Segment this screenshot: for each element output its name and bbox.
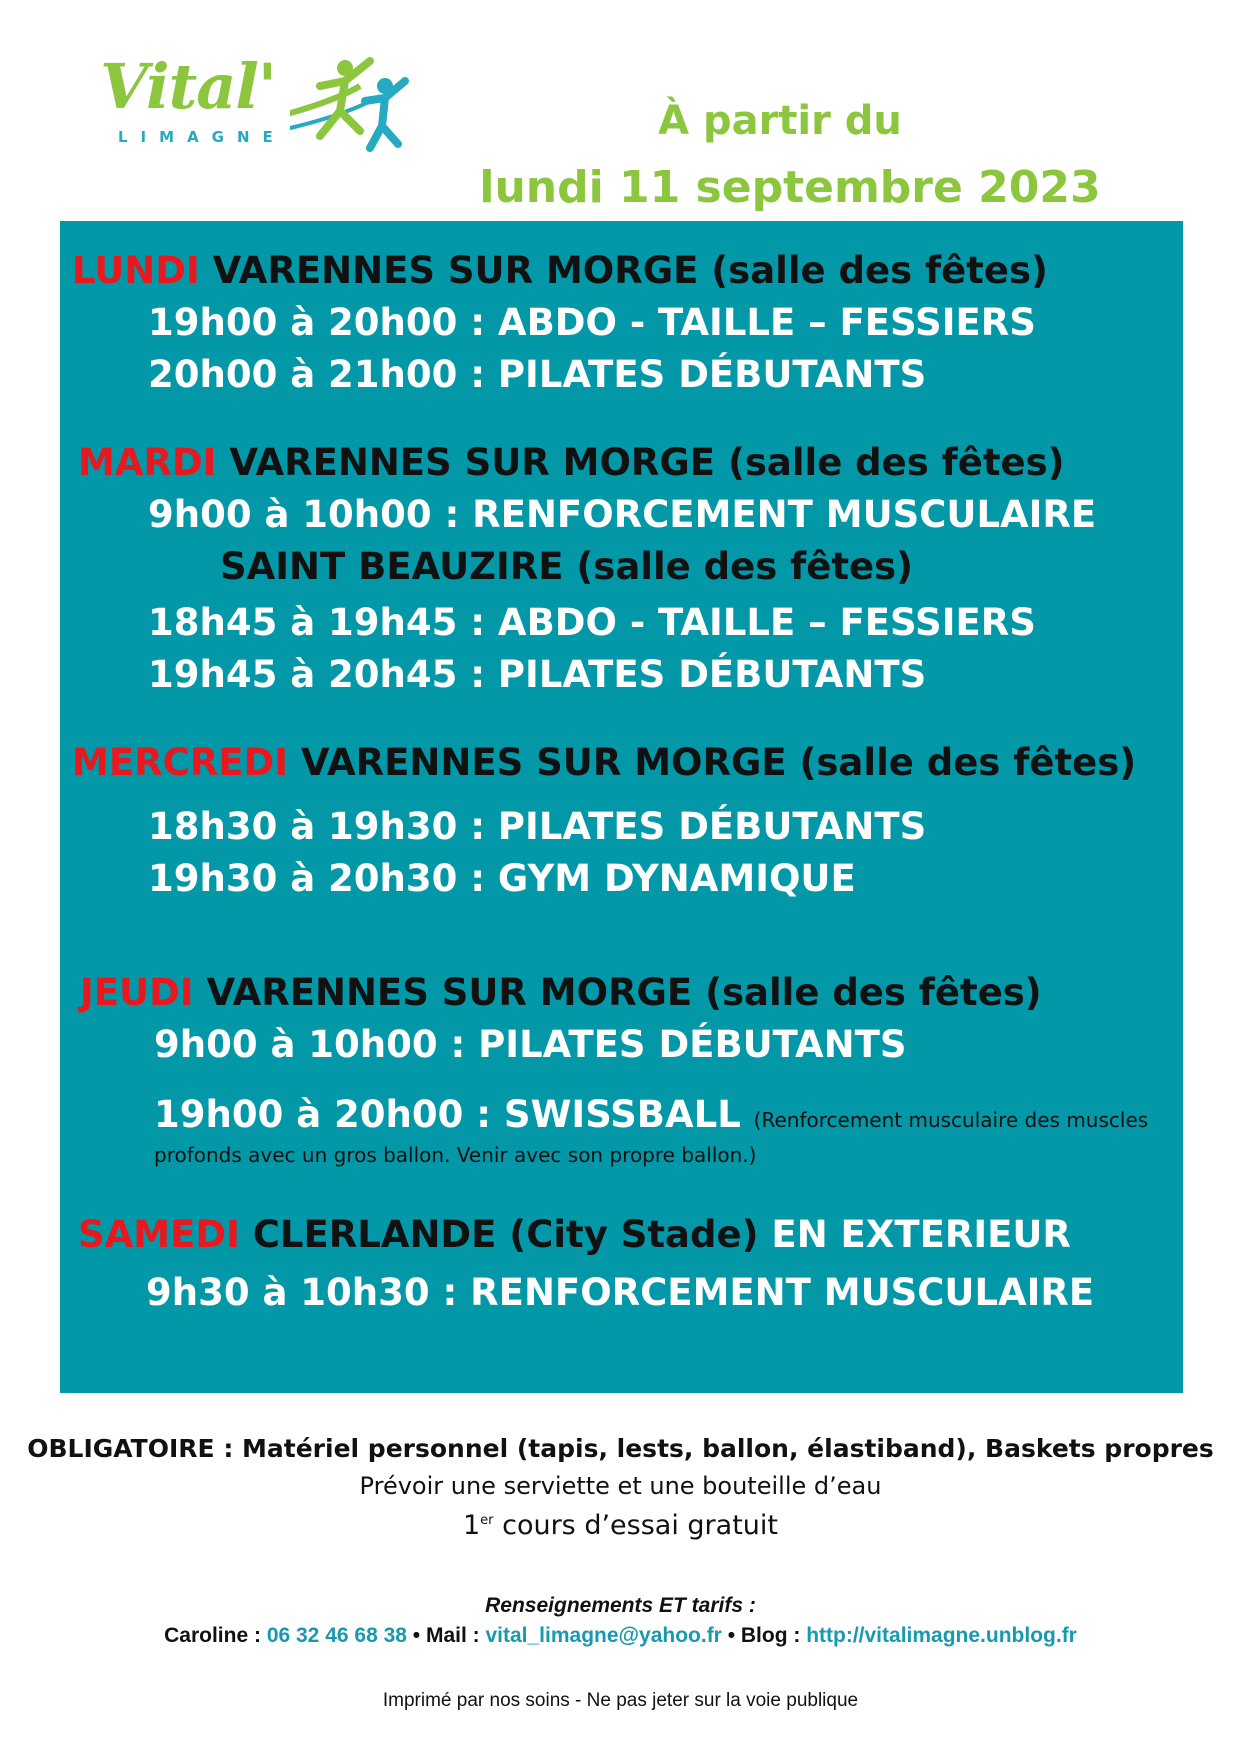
venue: CLERLANDE (City Stade) bbox=[252, 1213, 759, 1256]
day-label: JEUDI bbox=[80, 971, 194, 1014]
outdoor-label: EN EXTERIEUR bbox=[771, 1213, 1071, 1256]
monday-heading bbox=[72, 249, 1048, 292]
dancers-icon bbox=[290, 56, 410, 156]
blog-link[interactable]: http://vitalimagne.unblog.fr bbox=[806, 1624, 1077, 1647]
printed-notice: Imprimé par nos soins - Ne pas jeter sur la voie publique bbox=[382, 1690, 859, 1711]
session: 19h00 à 20h00 : SWISSBALL bbox=[154, 1093, 741, 1136]
thursday-heading bbox=[80, 971, 1042, 1014]
email-link[interactable]: vital_limagne@yahoo.fr bbox=[485, 1624, 722, 1647]
session-note-continued: profonds avec un gros ballon. Venir avec son propre ballon.) bbox=[154, 1143, 757, 1167]
mandatory-equipment: OBLIGATOIRE : Matériel personnel (tapis, lests, ballon, élastiband), Baskets propres bbox=[27, 1434, 1214, 1463]
session: 19h00 à 20h00 : ABDO - TAILLE – FESSIERS bbox=[148, 301, 1036, 344]
session: 18h45 à 19h45 : ABDO - TAILLE – FESSIERS bbox=[148, 601, 1036, 644]
schedule-panel bbox=[60, 221, 1183, 1393]
header-date-intro: À partir du bbox=[658, 98, 902, 144]
day-label: MERCREDI bbox=[72, 741, 288, 784]
wednesday-heading bbox=[72, 741, 1136, 784]
session: 9h30 à 10h30 : RENFORCEMENT MUSCULAIRE bbox=[146, 1271, 1095, 1314]
venue: VARENNES SUR MORGE (salle des fêtes) bbox=[212, 249, 1048, 292]
session: 9h00 à 10h00 : PILATES DÉBUTANTS bbox=[154, 1023, 907, 1066]
day-label: LUNDI bbox=[72, 249, 200, 292]
day-label: SAMEDI bbox=[78, 1213, 240, 1256]
session: 20h00 à 21h00 : PILATES DÉBUTANTS bbox=[148, 353, 927, 396]
swissball-session bbox=[154, 1093, 1148, 1136]
day-label: MARDI bbox=[78, 441, 217, 484]
session: 19h45 à 20h45 : PILATES DÉBUTANTS bbox=[148, 653, 927, 696]
trial-ordinal: er bbox=[480, 1513, 494, 1528]
blog-label: • Blog : bbox=[721, 1624, 807, 1647]
contact-name: Caroline : bbox=[164, 1624, 267, 1647]
trial-number: 1 bbox=[462, 1510, 481, 1541]
bring-towel-note: Prévoir une serviette et une bouteille d’eau bbox=[359, 1472, 882, 1500]
free-trial-note bbox=[0, 1510, 1241, 1541]
session-note: (Renforcement musculaire des muscles bbox=[753, 1108, 1149, 1132]
tuesday-heading bbox=[78, 441, 1065, 484]
venue: VARENNES SUR MORGE (salle des fêtes) bbox=[229, 441, 1065, 484]
logo-name: Vital' bbox=[100, 50, 276, 123]
info-heading: Renseignements ET tarifs : bbox=[485, 1594, 756, 1617]
header-date: lundi 11 septembre 2023 bbox=[479, 162, 1101, 213]
session: 19h30 à 20h30 : GYM DYNAMIQUE bbox=[148, 857, 856, 900]
phone-number[interactable]: 06 32 46 68 38 bbox=[266, 1624, 407, 1647]
trial-text: cours d’essai gratuit bbox=[493, 1510, 778, 1541]
logo bbox=[100, 50, 420, 170]
venue: VARENNES SUR MORGE (salle des fêtes) bbox=[206, 971, 1042, 1014]
logo-subtitle: LIMAGNE bbox=[118, 128, 286, 146]
venue: VARENNES SUR MORGE (salle des fêtes) bbox=[300, 741, 1137, 784]
session: 18h30 à 19h30 : PILATES DÉBUTANTS bbox=[148, 805, 927, 848]
venue: SAINT BEAUZIRE (salle des fêtes) bbox=[220, 545, 914, 588]
mail-label: • Mail : bbox=[406, 1624, 486, 1647]
saturday-heading bbox=[78, 1213, 1071, 1256]
contact-line bbox=[0, 1624, 1241, 1648]
session: 9h00 à 10h00 : RENFORCEMENT MUSCULAIRE bbox=[148, 493, 1097, 536]
